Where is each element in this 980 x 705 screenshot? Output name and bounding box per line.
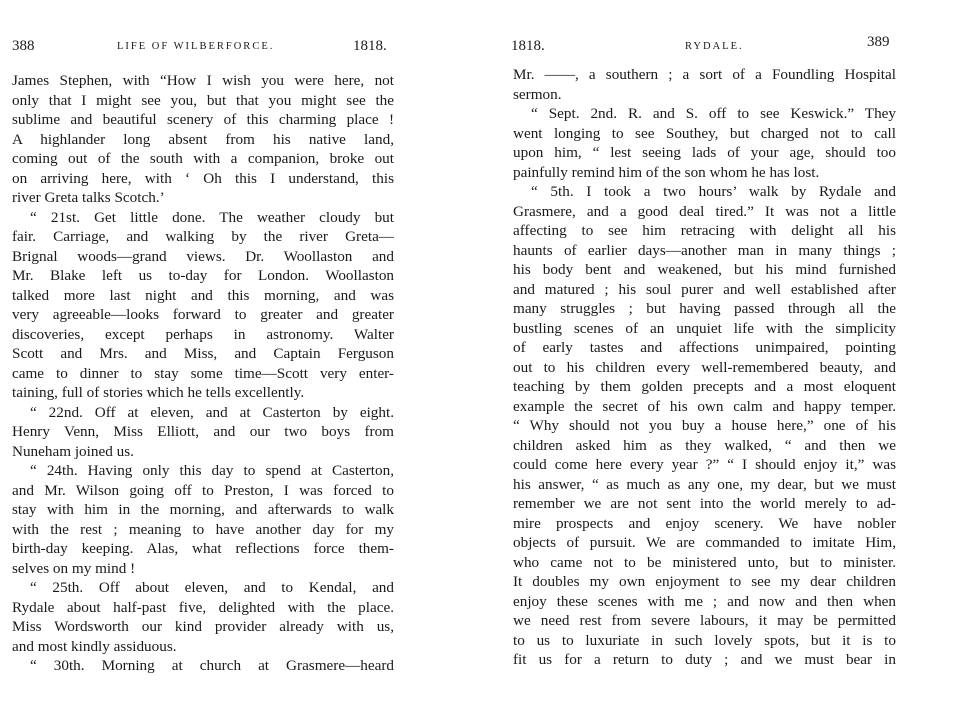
left-page-year: 1818. [353,38,387,54]
text-line: who came not to be ministered unto, but to minister. [513,553,896,571]
text-line: on arriving here, with ‘ Oh this I understand, this [12,169,394,187]
text-line: A highlander long absent from his native land, [12,130,394,148]
text-line: fair. Carriage, and walking by the river Greta— [12,228,394,245]
text-line: painfully remind him of the son whom he has lost. [513,163,820,181]
text-line: upon him, “ lest seeing lads of your age, should too [513,144,896,161]
text-line: selves on my mind ! [12,559,136,577]
text-line: Brignal woods—grand views. Dr. Woollaston and [12,247,394,265]
text-line: Miss Wordsworth our kind provider already with us, [12,618,394,635]
right-page-number: 389 [867,34,890,50]
text-line: “ 30th. Morning at church at Grasmere—heard [30,657,394,674]
text-line: and Mr. Wilson going off to Preston, I was forced to [12,481,394,499]
text-line: example the secret of his own calm and happy temper. [513,397,896,415]
right-page-year: 1818. [511,38,545,54]
text-line: taining, full of stories which he tells excellently. [12,384,305,401]
text-line: “ 21st. Get little done. The weather cloudy but [30,208,394,226]
text-line: his body bent and weakened, but his mind furnished [513,261,896,278]
right-running-title: RYDALE. [685,41,744,52]
text-line: Mr. Blake left us to-day for London. Woollaston [12,267,394,284]
text-line: Rydale about half-past five, delighted with the place. [12,598,394,616]
text-line: objects of pursuit. We are commanded to imitate Him, [513,534,896,551]
text-line: out to his children every well-remembered beauty, and [513,358,896,376]
text-line: James Stephen, with “How I wish you were here, not [12,72,394,89]
text-line: fit us for a return to duty ; and we must bear in [513,651,896,668]
text-line: enjoy these scenes with me ; and now and then when [513,592,896,610]
text-line: his answer, “ as much as any one, my dear, but we must [513,475,896,493]
text-line: talked more last night and this morning, and was [12,286,394,304]
text-line: and most kindly assiduous. [12,637,177,655]
text-line: discoveries, except perhaps in astronomy. Walter [12,325,394,343]
left-page-number: 388 [12,38,35,54]
text-line: and matured ; his soul purer and well established after [513,280,896,298]
text-line: stay with him in the morning, and afterwards to walk [12,501,394,518]
text-line: “ 5th. I took a two hours’ walk by Rydale and [531,183,896,200]
text-line: affecting to see him retracing with delight all his [513,222,896,239]
text-line: “ 22nd. Off at eleven, and at Casterton by eight. [30,403,394,421]
text-line: with the rest ; meaning to have another day for my [12,520,394,538]
left-running-title: LIFE OF WILBERFORCE. [117,41,275,52]
text-line: coming out of the south with a companion, broke out [12,150,394,167]
text-line: very agreeable—looks forward to greater and greater [12,306,394,323]
text-line: only that I might see you, but that you might see the [12,91,394,109]
text-line: “ 25th. Off about eleven, and to Kendal, and [30,579,394,596]
text-line: Mr. ——, a southern ; a sort of a Foundling Hospital [513,66,896,83]
text-line: we need rest from severe labours, it may be permitted [513,612,896,629]
text-line: of early tastes and affections unimpaired, pointing [513,339,896,356]
text-line: children asked him as they walked, “ and then we [513,436,896,454]
text-line: Scott and Mrs. and Miss, and Captain Ferguson [12,345,394,362]
right-page-header [511,34,901,58]
text-line: river Greta talks Scotch.’ [12,189,165,206]
left-page-header [12,38,402,58]
text-line: “ Why should not you buy a house here,” one of his [513,417,896,434]
text-line: teaching by them golden precepts and a most eloquent [513,378,896,395]
text-line: to us to luxuriate in such lovely spots, but it is to [513,631,896,649]
left-page-body [12,71,394,676]
text-line: came to dinner to stay some time—Scott very enter- [12,364,394,382]
text-line: Nuneham joined us. [12,442,134,460]
text-line: “ 24th. Having only this day to spend at Casterton, [30,462,394,479]
text-line: remember we are not sent into the world merely to ad- [513,495,896,512]
text-line: Grasmere, and a good deal tired.” It was not a little [513,202,896,220]
text-line: went longing to see Southey, but charged not to call [513,124,896,142]
text-line: bustling scenes of an unquiet life with the simplicity [513,319,896,337]
right-page-body [513,65,896,670]
text-line: sermon. [513,85,562,103]
text-line: sublime and beautiful scenery of this charming place ! [12,111,394,128]
text-line: mire prospects and enjoy scenery. We have nobler [513,514,896,532]
text-line: Henry Venn, Miss Elliott, and our two boys from [12,423,394,440]
text-line: It doubles my own enjoyment to see my dear children [513,573,896,590]
text-line: “ Sept. 2nd. R. and S. off to see Keswick.” They [531,105,896,122]
text-line: many struggles ; but having passed through all the [513,300,896,317]
text-line: haunts of earlier days—another man in many things ; [513,241,896,259]
text-line: birth-day keeping. Alas, what reflections force them- [12,540,394,557]
text-line: could come here every year ?” “ I should enjoy it,” was [513,456,896,473]
right-page [490,0,980,705]
